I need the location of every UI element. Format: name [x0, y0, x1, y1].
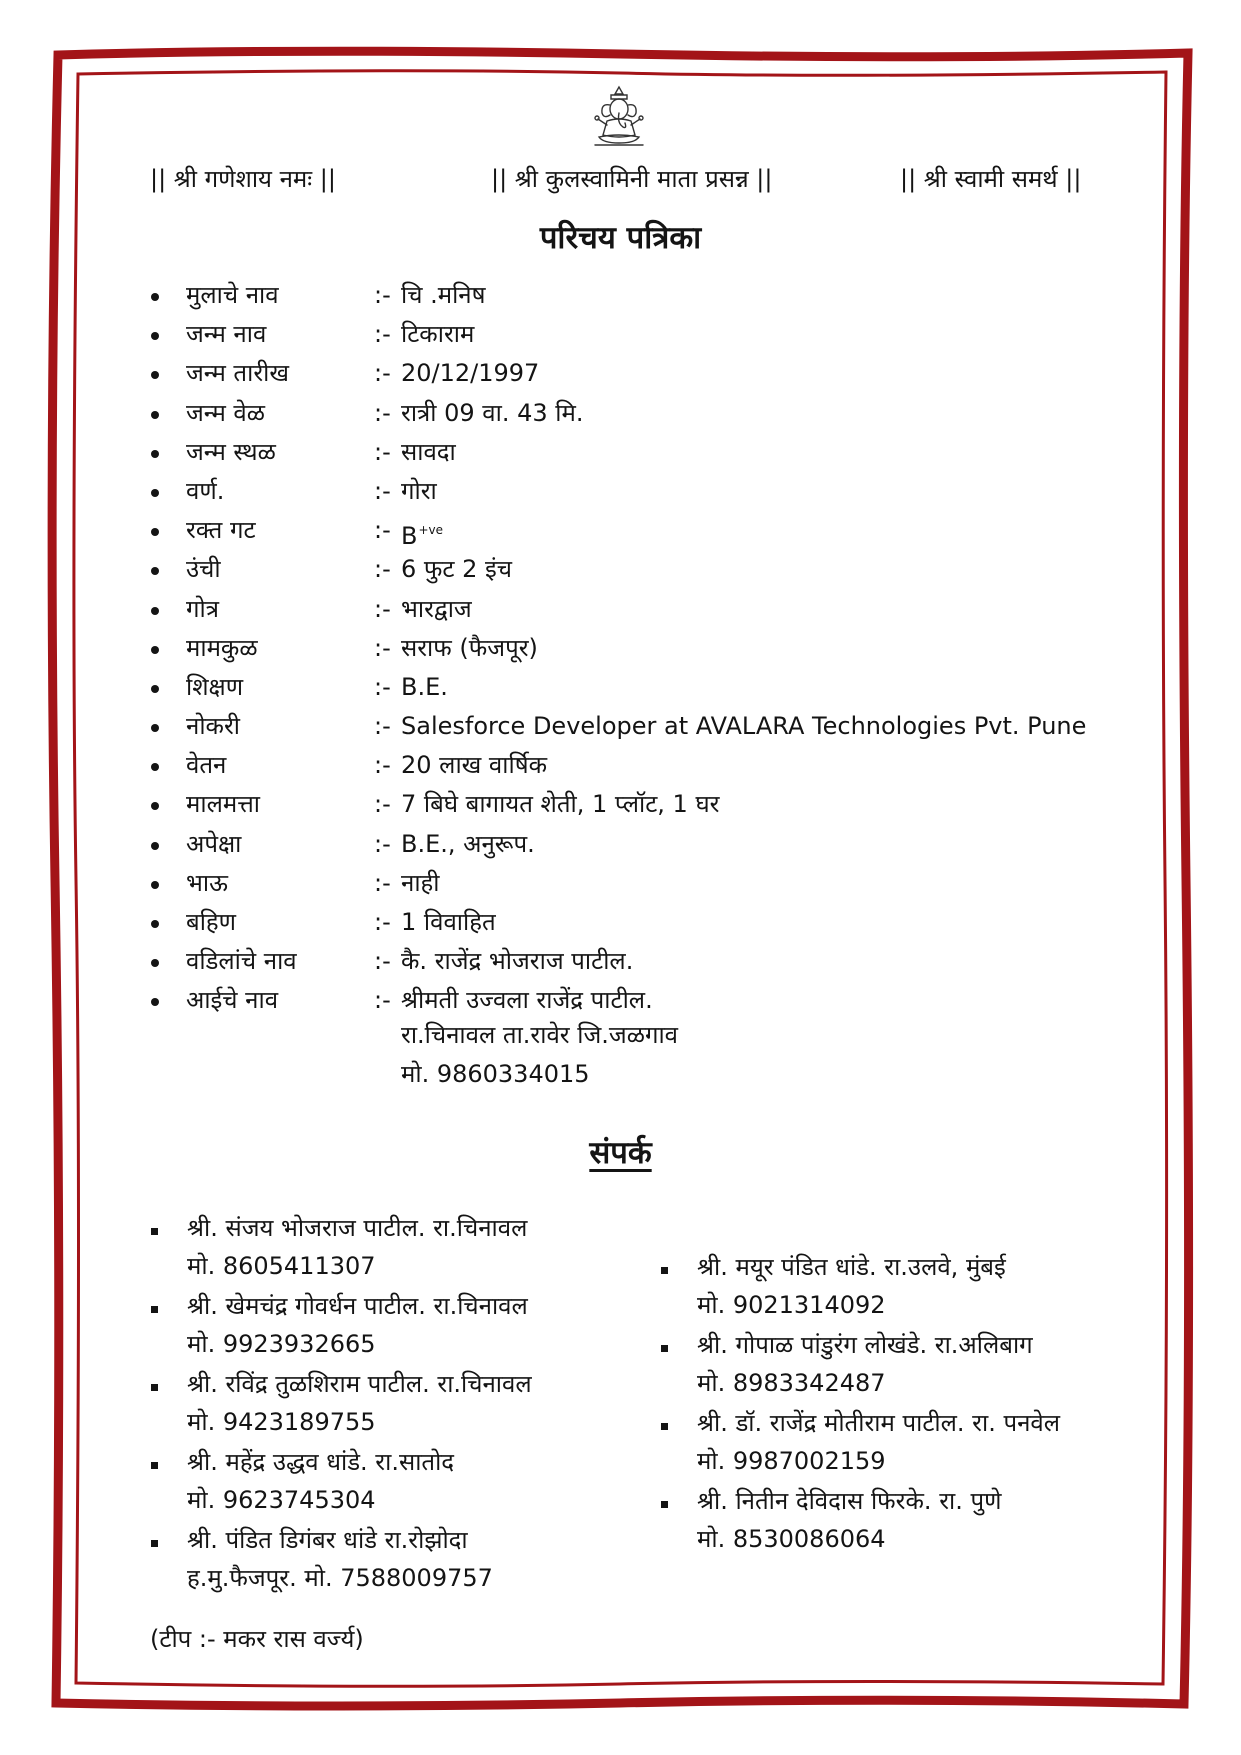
square-bullet-icon: [661, 1501, 668, 1508]
detail-separator: :-: [374, 947, 391, 976]
bullet-icon: [151, 724, 159, 732]
contact-heading: [0, 1131, 1241, 1173]
contact-name: श्री. संजय भोजराज पाटील. रा.चिनावल: [187, 1214, 528, 1242]
detail-separator: :-: [374, 281, 391, 309]
detail-separator: :-: [374, 986, 391, 1015]
contact-name: श्री. पंडित डिगंबर धांडे रा.रोझोदा: [187, 1526, 468, 1554]
detail-label: वडिलांचे नाव: [186, 947, 297, 976]
detail-label: गोत्र: [186, 594, 219, 623]
detail-separator: :-: [374, 790, 391, 819]
detail-value: Salesforce Developer at AVALARA Technologies Pvt. Pune: [401, 712, 1087, 741]
detail-value: 20/12/1997: [401, 359, 540, 388]
contact-phone: मो. 9623745304: [187, 1486, 376, 1514]
detail-value: 1 विवाहित: [401, 908, 496, 936]
detail-separator: :-: [374, 868, 391, 897]
square-bullet-icon: [661, 1345, 668, 1352]
bullet-icon: [151, 685, 159, 693]
detail-label: बहिण: [186, 908, 237, 936]
detail-separator: :-: [374, 712, 391, 741]
detail-label: उंची: [186, 555, 221, 584]
page-title: परिचय पत्रिका: [539, 220, 702, 256]
ganesha-logo-icon: [589, 83, 649, 147]
contact-phone: ह.मु.फैजपूर. मो. 7588009757: [187, 1564, 493, 1592]
contact-name: श्री. नितीन देविदास फिरके. रा. पुणे: [697, 1487, 1002, 1515]
mother-mobile: मो. 9860334015: [401, 1060, 590, 1088]
detail-label: आईचे नाव: [186, 986, 279, 1015]
detail-value: रात्री 09 वा. 43 मि.: [401, 398, 584, 427]
detail-value: B.E.: [401, 672, 448, 701]
detail-label: मुलाचे नाव: [186, 281, 279, 309]
detail-separator: :-: [374, 555, 391, 584]
bullet-icon: [151, 607, 159, 615]
square-bullet-icon: [661, 1423, 668, 1430]
contact-phone: मो. 8983342487: [697, 1369, 886, 1397]
detail-superscript: +ve: [418, 523, 444, 538]
detail-separator: :-: [374, 437, 391, 466]
contact-name: श्री. महेंद्र उद्धव धांडे. रा.सातोद: [187, 1448, 455, 1476]
contact-phone: मो. 9021314092: [697, 1291, 886, 1319]
detail-label: जन्म वेळ: [186, 398, 266, 427]
detail-label: शिक्षण: [186, 672, 244, 701]
contact-phone: मो. 8605411307: [187, 1252, 376, 1280]
bullet-icon: [151, 411, 159, 419]
square-bullet-icon: [151, 1462, 158, 1469]
detail-label: नोकरी: [186, 712, 240, 741]
detail-separator: :-: [374, 633, 391, 662]
detail-value: सावदा: [401, 437, 456, 466]
detail-value: टिकाराम: [401, 320, 475, 349]
detail-value: 20 लाख वार्षिक: [401, 751, 547, 780]
detail-separator: :-: [374, 829, 391, 858]
detail-separator: :-: [374, 476, 391, 505]
detail-label: मालमत्ता: [186, 790, 260, 819]
contact-phone: मो. 8530086064: [697, 1525, 886, 1553]
detail-value: कै. राजेंद्र भोजराज पाटील.: [401, 947, 634, 976]
contact-name: श्री. मयूर पंडित धांडे. रा.उलवे, मुंबई: [697, 1253, 1006, 1281]
bullet-icon: [151, 450, 159, 458]
bullet-icon: [151, 881, 159, 889]
detail-value: नाही: [401, 868, 440, 897]
contact-name: श्री. खेमचंद्र गोवर्धन पाटील. रा.चिनावल: [187, 1292, 528, 1320]
bullet-icon: [151, 842, 159, 850]
contact-name: श्री. गोपाळ पांडुरंग लोखंडे. रा.अलिबाग: [697, 1331, 1033, 1359]
square-bullet-icon: [151, 1306, 158, 1313]
contact-name: श्री. रविंद्र तुळशिराम पाटील. रा.चिनावल: [187, 1370, 532, 1398]
detail-value: गोरा: [401, 476, 437, 505]
detail-label: वर्ण.: [186, 476, 225, 505]
detail-label: वेतन: [186, 751, 227, 780]
detail-separator: :-: [374, 516, 391, 545]
bullet-icon: [151, 489, 159, 497]
mother-address: रा.चिनावल ता.रावेर जि.जळगाव: [401, 1021, 679, 1049]
detail-separator: :-: [374, 398, 391, 427]
detail-label: जन्म नाव: [186, 320, 267, 349]
bullet-icon: [151, 646, 159, 654]
square-bullet-icon: [661, 1267, 668, 1274]
invocation-kulswamini: || श्री कुलस्वामिनी माता प्रसन्न ||: [491, 165, 773, 193]
square-bullet-icon: [151, 1540, 158, 1547]
invocation-swami-samarth: || श्री स्वामी समर्थ ||: [900, 165, 1082, 193]
note-text: (टीप :- मकर रास वर्ज्य): [150, 1625, 364, 1653]
detail-value: सराफ (फैजपूर): [401, 633, 538, 662]
detail-label: अपेक्षा: [186, 829, 242, 858]
detail-value: 6 फुट 2 इंच: [401, 555, 513, 584]
detail-value: भारद्वाज: [401, 594, 472, 623]
square-bullet-icon: [151, 1384, 158, 1391]
detail-value: 7 बिघे बागायत शेती, 1 प्लॉट, 1 घर: [401, 790, 720, 819]
detail-separator: :-: [374, 672, 391, 701]
detail-separator: :-: [374, 908, 391, 936]
detail-value: $B^{+ve}$: [401, 522, 444, 551]
detail-value: चि .मनिष: [401, 281, 486, 309]
square-bullet-icon: [151, 1228, 158, 1235]
contact-heading-text: संपर्क: [589, 1135, 652, 1171]
detail-separator: :-: [374, 594, 391, 623]
invocation-ganesh: || श्री गणेशाय नमः ||: [150, 165, 336, 193]
contact-name: श्री. डॉ. राजेंद्र मोतीराम पाटील. रा. पनवेल: [697, 1409, 1061, 1437]
detail-separator: :-: [374, 320, 391, 349]
bullet-icon: [151, 293, 159, 301]
bullet-icon: [151, 920, 159, 928]
contact-phone: मो. 9423189755: [187, 1408, 376, 1436]
detail-label: रक्त गट: [186, 516, 256, 545]
detail-separator: :-: [374, 751, 391, 780]
contact-phone: मो. 9923932665: [187, 1330, 376, 1358]
detail-value: B.E., अनुरूप.: [401, 829, 535, 858]
detail-label: मामकुळ: [186, 633, 258, 662]
detail-label: भाऊ: [186, 868, 228, 897]
detail-label: जन्म तारीख: [186, 359, 289, 388]
contact-phone: मो. 9987002159: [697, 1447, 886, 1475]
detail-separator: :-: [374, 359, 391, 388]
detail-label: जन्म स्थळ: [186, 437, 276, 466]
detail-value: श्रीमती उज्वला राजेंद्र पाटील.: [401, 986, 653, 1015]
